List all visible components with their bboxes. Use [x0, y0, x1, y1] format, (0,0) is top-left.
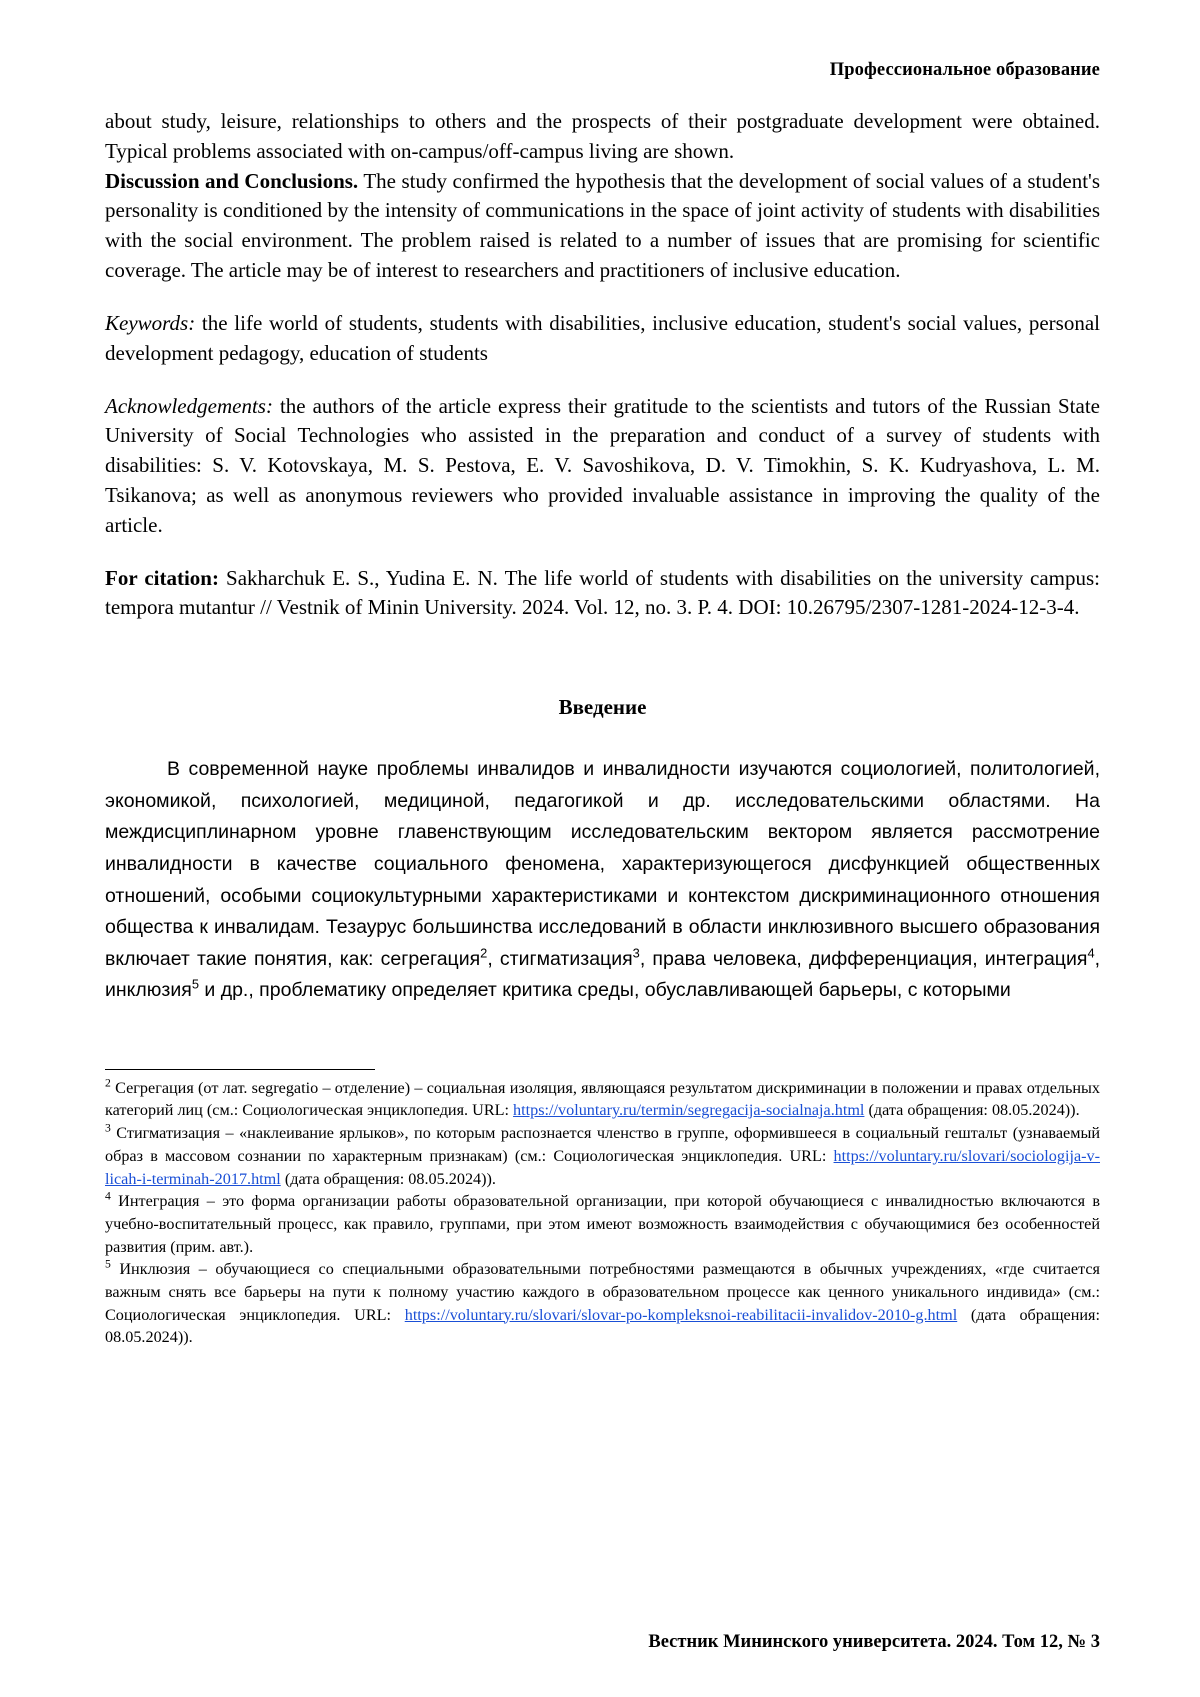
footnote-link[interactable]: https://voluntary.ru/termin/segregacija-socialnaja.html: [513, 1101, 865, 1120]
footnote-item: [105, 1122, 1100, 1190]
footnote-item: [105, 1258, 1100, 1349]
citation-text: Sakharchuk E. S., Yudina E. N. The life world of students with disabilities on the university campus: tempora mutantur // Vestnik of Minin University. 2024. Vol. 12, no. 3. P. 4. DOI: 10.26795/2307-1281-2024-12-3-4.: [105, 565, 1100, 620]
body-text-part-2: , стигматизация: [487, 947, 633, 970]
footnote-text-before: Стигматизация – «наклеивание ярлыков», по которым распознается членство в группе, оформившееся в социальный гештальт (узнаваемый образ в массовом сознании по характерным признакам) (см.: Социологическая энциклопедия. URL:: [105, 1124, 1100, 1165]
footnote-ref-3: 3: [632, 945, 640, 961]
keywords-label: Keywords:: [105, 310, 196, 335]
citation-label: For citation:: [105, 565, 219, 590]
footnote-item: [105, 1077, 1100, 1122]
footnote-link[interactable]: https://voluntary.ru/slovari/sociologija-v-licah-i-terminah-2017.html: [105, 1146, 1100, 1188]
section-heading-introduction: Введение: [558, 695, 647, 720]
discussion-label: Discussion and Conclusions.: [105, 168, 359, 193]
footnote-link[interactable]: https://voluntary.ru/slovari/slovar-po-kompleksnoi-reabilitacii-invalidov-2010-g.html: [404, 1305, 958, 1324]
footnote-text-before: Инклюзия – обучающиеся со специальными образовательными потребностями размещаются в обычных учреждениях, «где считается важным снять все барьеры на пути к полному участию каждого в образовательном процессе как ценного уникального индивида» (см.: Социологическая энциклопедия. URL:: [105, 1260, 1100, 1324]
footnote-text-after: (дата обращения: 08.05.2024)).: [864, 1101, 1080, 1120]
footnote-ref-5: 5: [191, 976, 199, 992]
body-text-part-5: и др., проблематику определяет критика среды, обуславливающей барьеры, с которыми: [198, 979, 1011, 1002]
page-footer: Вестник Мининского университета. 2024. Том 12, № 3: [648, 1632, 1100, 1652]
footnote-number: 2: [105, 1076, 111, 1090]
footnote-ref-2: 2: [480, 945, 488, 961]
abstract-continuation-paragraph: [105, 107, 1100, 167]
acknowledgements-paragraph: [105, 392, 1100, 541]
discussion-text: The study confirmed the hypothesis that the development of social values of a student's personality is conditioned by the intensity of communications in the space of joint activity of students with disabilities with the social environment. The problem raised is related to a number of issues that are promising for scientific coverage. The article may be of interest to researchers and practitioners of inclusive education.: [105, 168, 1100, 283]
body-text-part-1: В современной науке проблемы инвалидов и инвалидности изучаются социологией, политологией, экономикой, психологией, медициной, педагогикой и др. исследовательскими областями. На междисциплинарном уровне главенствующим исследовательским вектором является рассмотрение инвалидности в качестве социального феномена, характеризующегося дисфункцией общественных отношений, особыми социокультурными характеристиками и контекстом дискриминационного отношения общества к инвалидам. Тезаурус большинства исследований в области инклюзивного высшего образования включает такие понятия, как: сегрегация: [105, 758, 1100, 970]
acknowledgements-text: the authors of the article express their gratitude to the scientists and tutors of the Russian State University of Social Technologies who assisted in the preparation and conduct of a survey of students with disabilities: S. V. Kotovskaya, M. S. Pestova, E. V. Savoshikova, D. V. Timokhin, S. K. Kudryashova, L. M. Tsikanova; as well as anonymous reviewers who provided invaluable assistance in improving the quality of the article.: [105, 393, 1100, 537]
russian-body-block: [105, 754, 1100, 1007]
footnote-text-after: (дата обращения: 08.05.2024)).: [280, 1169, 496, 1188]
discussion-paragraph: [105, 167, 1100, 286]
body-text-part-3: , права человека, дифференциация, интеграция: [639, 947, 1088, 970]
citation-paragraph: [105, 564, 1100, 624]
acknowledgements-label: Acknowledgements:: [105, 393, 273, 418]
footnote-text-before: Интеграция – это форма организации работы образовательной организации, при которой обучающиеся с инвалидностью включаются в учебно-воспитательный процесс, как правило, группами, при этом имеют возможность взаимодействия с обучающимися без особенностей развития (прим. авт.).: [105, 1192, 1100, 1256]
footnote-number: 5: [105, 1257, 111, 1271]
footnote-number: 4: [105, 1189, 111, 1203]
abstract-continuation-text: about study, leisure, relationships to others and the prospects of their postgraduate development were obtained. Typical problems associated with on-campus/off-campus living are shown.: [105, 109, 1100, 163]
keywords-text: the life world of students, students with disabilities, inclusive education, student's social values, personal development pedagogy, education of students: [105, 310, 1100, 365]
footnote-ref-4: 4: [1087, 945, 1095, 961]
body-text-part-4: , инклюзия: [105, 947, 1101, 1002]
body-paragraph: [105, 754, 1100, 1007]
footnote-text-after: (дата обращения: 08.05.2024)).: [105, 1305, 1100, 1347]
english-abstract-block: [105, 107, 1100, 623]
running-head: Профессиональное образование: [829, 60, 1100, 80]
footnotes-block: [105, 1077, 1100, 1349]
footnote-separator-rule: [105, 1069, 375, 1070]
footnote-number: 3: [105, 1121, 111, 1135]
footnote-item: [105, 1190, 1100, 1258]
footnote-text-before: Сегрегация (от лат. segregatio – отделение) – социальная изоляция, являющаяся результатом дискриминации в положении и правах отдельных категорий лиц (см.: Социологическая энциклопедия. URL:: [105, 1078, 1100, 1120]
keywords-paragraph: [105, 309, 1100, 369]
